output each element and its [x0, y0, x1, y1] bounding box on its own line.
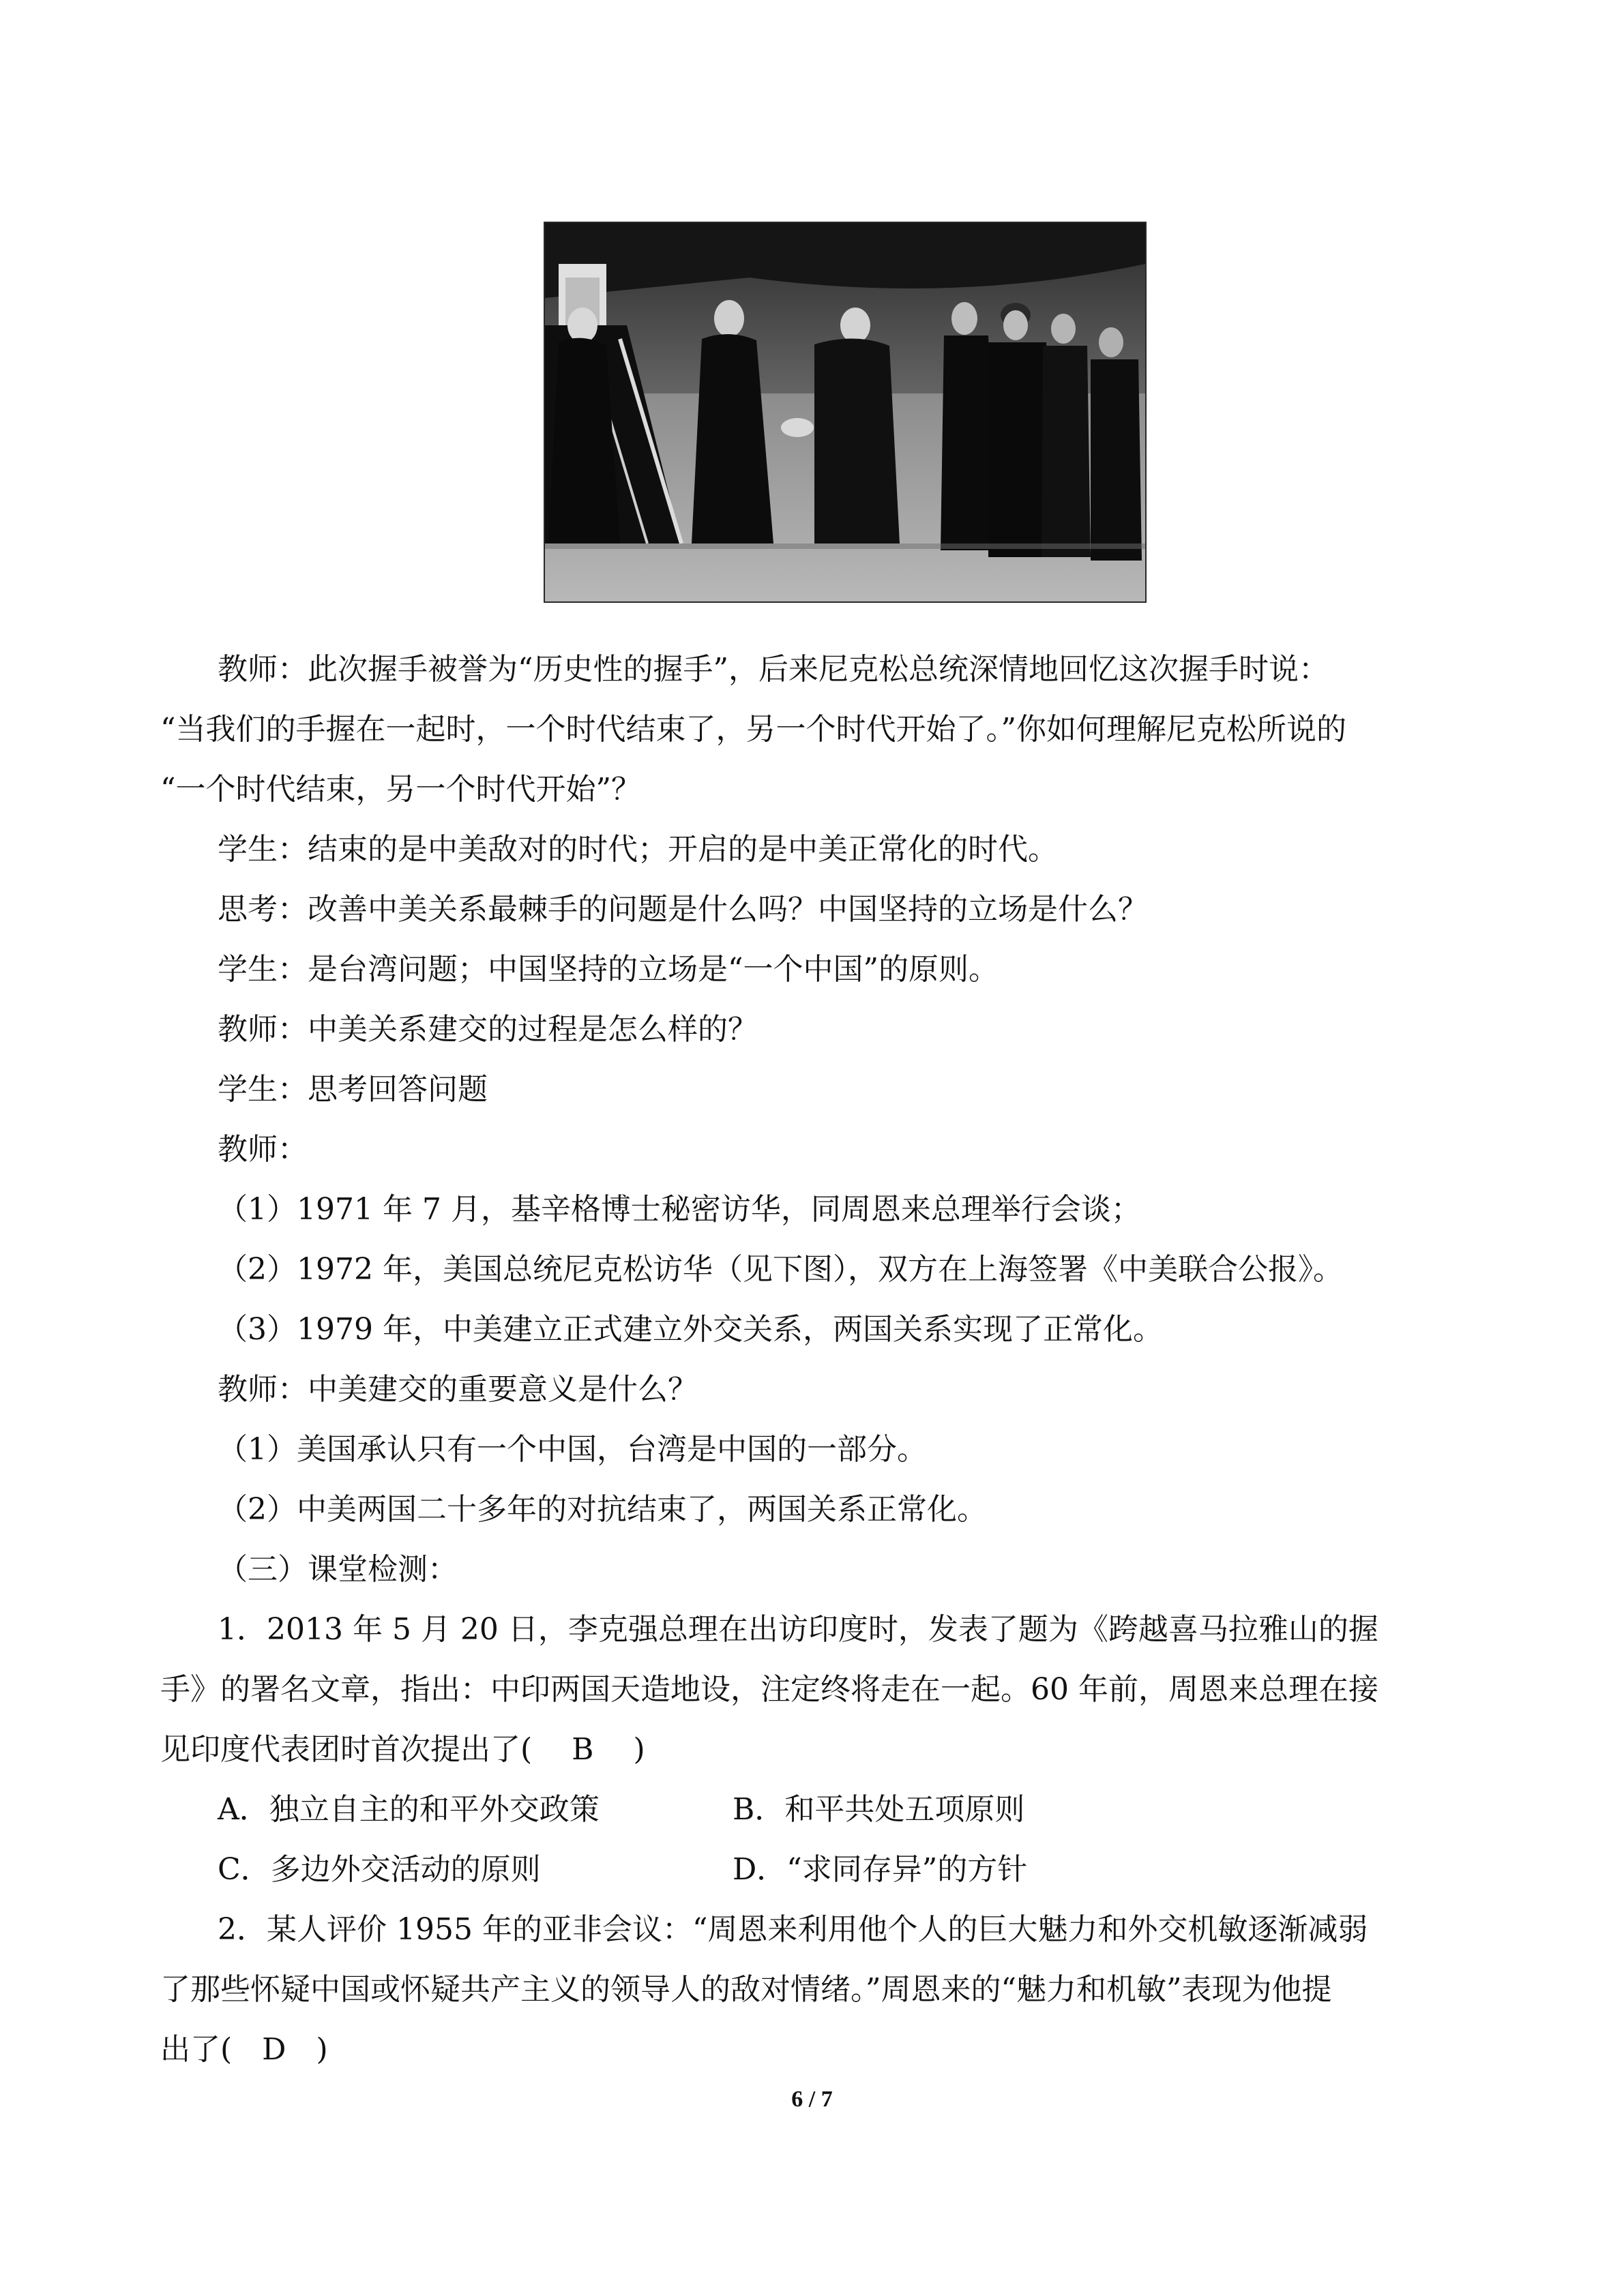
list-item: （1）1971 年 7 月，基辛格博士秘密访华，同周恩来总理举行会谈；	[218, 1192, 1141, 1227]
answer-options-row	[160, 1780, 1477, 1840]
paragraph: 教师：中美关系建交的过程是怎么样的？	[218, 1012, 758, 1047]
list-item: （2）1972 年，美国总统尼克松访华（见下图），双方在上海签署《中美联合公报》。	[218, 1252, 1343, 1287]
list-item: （3）1979 年，中美建立正式建立外交关系，两国关系实现了正常化。	[218, 1312, 1163, 1347]
paragraph: 教师：此次握手被誉为“历史性的握手”，后来尼克松总统深情地回忆这次握手时说：	[218, 652, 1329, 687]
lesson-content	[160, 640, 1477, 2080]
question-2	[160, 1900, 1477, 2080]
paragraph: “当我们的手握在一起时，一个时代结束了，另一个时代开始了。”你如何理解尼克松所说的	[160, 712, 1346, 747]
question-text: 1．2013 年 5 月 20 日，李克强总理在出访印度时，发表了题为《跨越喜马拉雅山的握	[218, 1612, 1378, 1647]
list-item: （2）中美两国二十多年的对抗结束了，两国关系正常化。	[218, 1492, 987, 1527]
paragraph: 思考：改善中美关系最棘手的问题是什么吗？中国坚持的立场是什么？	[218, 892, 1148, 927]
option-a: A．独立自主的和平外交政策	[218, 1792, 600, 1827]
question-text: 出了( D )	[160, 2032, 328, 2067]
paragraph: “一个时代结束，另一个时代开始”？	[160, 772, 641, 807]
question-text: 2．某人评价 1955 年的亚非会议：“周恩来利用他个人的巨大魅力和外交机敏逐渐减弱	[218, 1912, 1368, 1947]
list-item: （1）美国承认只有一个中国，台湾是中国的一部分。	[218, 1432, 927, 1467]
option-b: B．和平共处五项原则	[733, 1792, 1025, 1827]
historical-handshake-photo	[544, 222, 1147, 603]
paragraph: 教师：中美建交的重要意义是什么？	[218, 1372, 698, 1407]
paragraph: 学生：结束的是中美敌对的时代；开启的是中美正常化的时代。	[218, 832, 1058, 867]
question-text: 手》的署名文章，指出：中印两国天造地设，注定终将走在一起。60 年前，周恩来总理在接	[160, 1672, 1378, 1707]
paragraph: 学生：是台湾问题；中国坚持的立场是“一个中国”的原则。	[218, 952, 999, 987]
page-number: 6 / 7	[791, 2087, 833, 2112]
section-heading: （三）课堂检测：	[218, 1552, 458, 1587]
question-text: 见印度代表团时首次提出了( B )	[160, 1732, 645, 1767]
answer-options-row	[160, 1840, 1477, 1900]
paragraph: 教师：	[218, 1132, 308, 1167]
photo-illustration	[545, 223, 1145, 601]
paragraph: 学生：思考回答问题	[218, 1072, 488, 1107]
option-c: C．多边外交活动的原则	[218, 1852, 541, 1887]
question-text: 了那些怀疑中国或怀疑共产主义的领导人的敌对情绪。”周恩来的“魅力和机敏”表现为他提	[160, 1972, 1332, 2007]
option-d: D．“求同存异”的方针	[733, 1852, 1028, 1887]
question-1	[160, 1600, 1477, 1900]
